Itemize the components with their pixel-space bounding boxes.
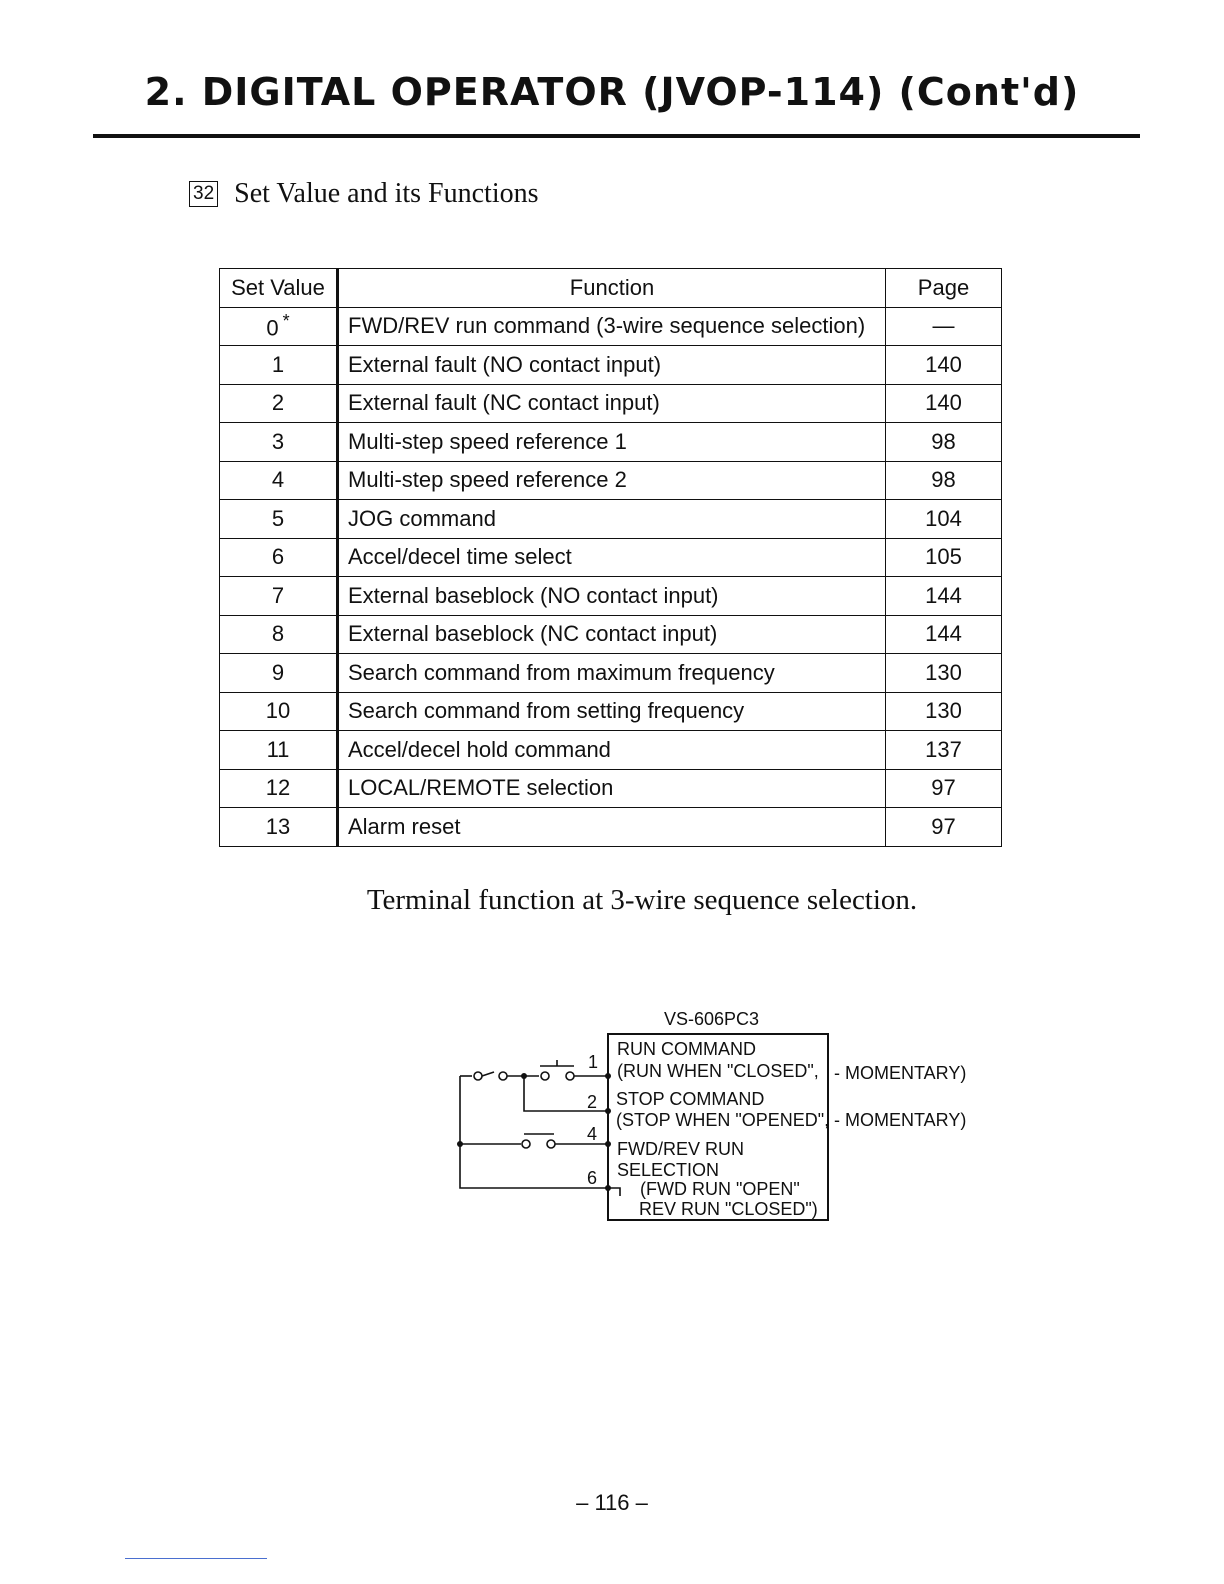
page-cell: 130: [886, 654, 1002, 693]
page-cell: 130: [886, 692, 1002, 731]
momentary-note-1: - MOMENTARY): [834, 1063, 967, 1083]
table-row: [220, 731, 1002, 770]
table-row: [220, 538, 1002, 577]
set-value-cell: 12: [220, 769, 338, 808]
stop-command-note: (STOP WHEN "OPENED",: [616, 1110, 830, 1130]
terminal-1-label: 1: [588, 1052, 599, 1072]
function-cell: Search command from setting frequency: [338, 692, 886, 731]
asterisk-mark: *: [282, 311, 290, 332]
run-command-label: RUN COMMAND: [617, 1039, 756, 1059]
page-cell: —: [886, 307, 1002, 346]
function-cell: Search command from maximum frequency: [338, 654, 886, 693]
table-row: [220, 615, 1002, 654]
table-row: [220, 423, 1002, 462]
wiring-diagram: [440, 1000, 1000, 1230]
function-cell: Multi-step speed reference 1: [338, 423, 886, 462]
table-row: [220, 692, 1002, 731]
table-body: [220, 307, 1002, 846]
set-value-cell: 7: [220, 577, 338, 616]
set-value-cell: 3: [220, 423, 338, 462]
function-cell: FWD/REV run command (3-wire sequence selection): [338, 307, 886, 346]
section-title: Set Value and its Functions: [234, 178, 539, 209]
table-row: [220, 307, 1002, 346]
set-value-cell: 13: [220, 808, 338, 847]
page-cell: 140: [886, 346, 1002, 385]
set-value-table: [219, 268, 1002, 847]
run-command-note: (RUN WHEN "CLOSED",: [617, 1061, 819, 1081]
page-cell: 144: [886, 615, 1002, 654]
page-cell: 97: [886, 808, 1002, 847]
terminal-4-label: 4: [587, 1124, 598, 1144]
set-value-cell: 4: [220, 461, 338, 500]
table-row: [220, 808, 1002, 847]
section-heading: [189, 178, 539, 210]
section-number: 32: [189, 181, 218, 207]
selection-label: SELECTION: [617, 1160, 720, 1180]
function-cell: External baseblock (NO contact input): [338, 577, 886, 616]
page-cell: 137: [886, 731, 1002, 770]
footer-line: [125, 1558, 267, 1559]
function-cell: Accel/decel time select: [338, 538, 886, 577]
title-rule: [93, 134, 1140, 138]
device-label: VS-606PC3: [664, 1009, 760, 1029]
column-header-function: Function: [338, 269, 886, 308]
table-row: [220, 384, 1002, 423]
function-cell: Multi-step speed reference 2: [338, 461, 886, 500]
page-cell: 98: [886, 423, 1002, 462]
terminal-6-label: 6: [587, 1168, 598, 1188]
table-header-row: [220, 269, 1002, 308]
page-cell: 144: [886, 577, 1002, 616]
column-header-page: Page: [886, 269, 1002, 308]
function-cell: JOG command: [338, 500, 886, 539]
page-cell: 140: [886, 384, 1002, 423]
set-value-cell: 0 *: [220, 307, 338, 346]
set-value-cell: 10: [220, 692, 338, 731]
table-row: [220, 654, 1002, 693]
rev-run-note: REV RUN "CLOSED"): [639, 1199, 818, 1219]
table-row: [220, 500, 1002, 539]
set-value-cell: 5: [220, 500, 338, 539]
page-number: – 116 –: [576, 1490, 648, 1515]
fwd-run-note: (FWD RUN "OPEN": [640, 1179, 800, 1199]
set-value-cell: 11: [220, 731, 338, 770]
table-row: [220, 461, 1002, 500]
fwd-rev-label: FWD/REV RUN: [617, 1139, 744, 1159]
table-row: [220, 769, 1002, 808]
stop-command-label: STOP COMMAND: [616, 1089, 765, 1109]
page-cell: 97: [886, 769, 1002, 808]
function-cell: Accel/decel hold command: [338, 731, 886, 770]
set-value-cell: 1: [220, 346, 338, 385]
terminal-2-label: 2: [587, 1092, 598, 1112]
diagram-caption: Terminal function at 3-wire sequence selection.: [366, 884, 918, 916]
page-cell: 98: [886, 461, 1002, 500]
momentary-note-2: - MOMENTARY): [834, 1110, 967, 1130]
set-value-cell: 6: [220, 538, 338, 577]
function-cell: External fault (NC contact input): [338, 384, 886, 423]
function-cell: LOCAL/REMOTE selection: [338, 769, 886, 808]
function-cell: Alarm reset: [338, 808, 886, 847]
set-value-cell: 2: [220, 384, 338, 423]
page-title: 2. DIGITAL OPERATOR (JVOP-114) (Cont'd): [144, 70, 1080, 114]
function-cell: External fault (NO contact input): [338, 346, 886, 385]
table-row: [220, 577, 1002, 616]
column-header-set-value: Set Value: [220, 269, 338, 308]
set-value-cell: 8: [220, 615, 338, 654]
table-row: [220, 346, 1002, 385]
function-cell: External baseblock (NC contact input): [338, 615, 886, 654]
page-cell: 104: [886, 500, 1002, 539]
set-value-cell: 9: [220, 654, 338, 693]
page-cell: 105: [886, 538, 1002, 577]
